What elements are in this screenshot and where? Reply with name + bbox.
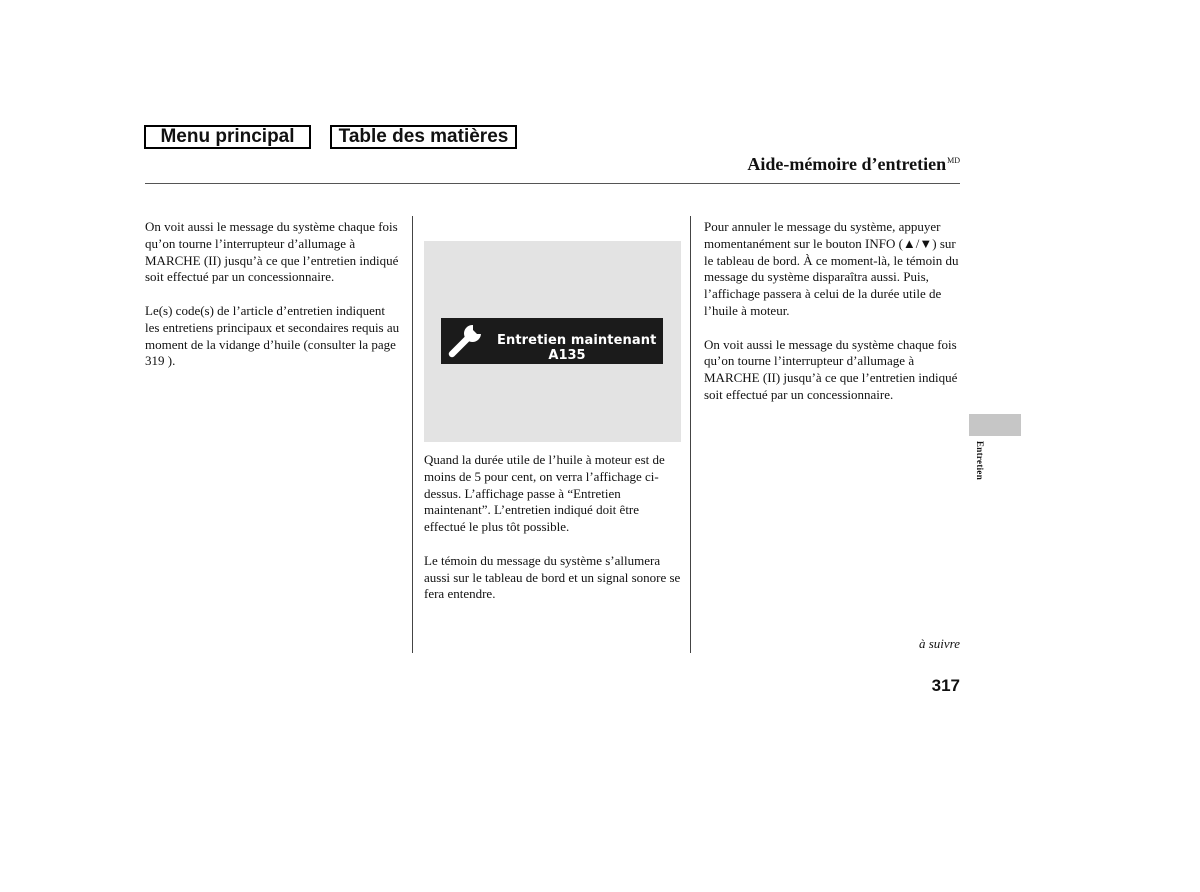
left-column	[145, 219, 400, 370]
left-paragraph-1: On voit aussi le message du système chaque fois qu’on tourne l’interrupteur d’allumage à MARCHE (II) jusqu’à ce que l’entretien indiqué soit effectué par un concessionnaire.	[145, 219, 399, 285]
middle-paragraph-1: Quand la durée utile de l’huile à moteur est de moins de 5 pour cent, on verra l’affichage ci-dessus. L’affichage passe à “Entretien maintenant”. L’entretien indiqué doit être effectué le plus tôt possible.	[424, 452, 665, 535]
maintenance-message-display	[441, 318, 663, 364]
display-code-line: A135	[548, 348, 586, 363]
page-title-text: Aide-mémoire d’entretien	[747, 154, 947, 174]
column-divider-right	[690, 216, 691, 653]
continued-note: à suivre	[918, 636, 960, 651]
right-paragraph-1: Pour annuler le message du système, appuyer momentanément sur le bouton INFO (▲/▼) sur le tableau de bord. À ce moment-là, le témoin du message du système disparaîtra aussi. Puis, l’affichage passera à celui de la durée utile de l’huile à moteur.	[704, 219, 959, 318]
left-paragraph-2: Le(s) code(s) de l’article d’entretien indiquent les entretiens principaux et secondaires requis au moment de la vidange d’huile (consulter la page 319 ).	[145, 302, 400, 369]
wrench-icon	[446, 323, 484, 359]
main-menu-button[interactable]: Menu principal	[144, 125, 311, 149]
trademark-superscript: MD	[947, 156, 960, 165]
middle-paragraph-2: Le témoin du message du système s’allumera aussi sur le tableau de bord et un signal sonore se fera entendre.	[424, 552, 681, 602]
display-message-line: Entretien maintenant	[497, 333, 657, 348]
title-divider	[145, 183, 960, 184]
middle-column	[424, 452, 682, 603]
right-paragraph-2: On voit aussi le message du système chaque fois qu’on tourne l’interrupteur d’allumage à MARCHE (II) jusqu’à ce que l’entretien indiqué soit effectué par un concessionnaire.	[704, 336, 958, 402]
table-of-contents-button[interactable]: Table des matières	[330, 125, 517, 149]
section-tab[interactable]	[969, 414, 1021, 436]
page-title	[747, 154, 960, 175]
section-tab-label: Entretien	[975, 441, 985, 481]
page-number: 317	[931, 676, 960, 695]
column-divider-left	[412, 216, 413, 653]
right-column	[704, 219, 962, 404]
